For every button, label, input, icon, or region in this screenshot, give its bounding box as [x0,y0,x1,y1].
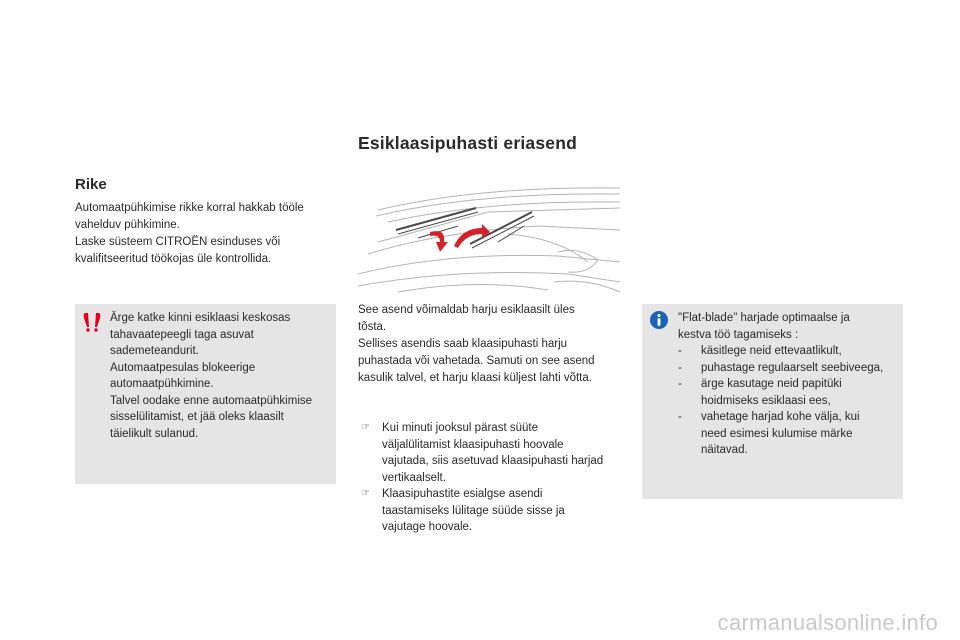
warning-line: sademeteandurit. [110,345,199,357]
dash-bullet: - [678,411,682,423]
info-intro-line: kestva töö tagamiseks : [678,328,799,341]
info-list-item [678,343,883,360]
step-line: vajutada, siis asetuvad klaasipuhasti harjad [382,455,604,467]
info-box [642,304,903,499]
info-icon [649,310,669,330]
step-line: taastamiseks lülitage süüde sisse ja [382,504,565,517]
section-heading-rike: Rike [75,176,107,193]
info-item-line: käsitlege neid ettevaatlikult, [701,345,842,357]
warning-exclamation-icon [83,310,101,332]
arrow-bullet-icon: ☞ [361,488,370,499]
info-item-line: hoidmiseks esiklaasi ees, [701,394,831,407]
warning-line: täielikult sulanud. [110,427,199,440]
intro-line: kasulik talvel, et harju klaasi küljest lahti võtta. [358,372,592,384]
intro-line: puhastada või vahetada. Samuti on see asend [358,355,595,367]
watermark: carmanualsonline.info [717,610,938,635]
rike-paragraph [75,200,335,268]
info-item-line: ärge kasutage neid papitüki [701,378,842,390]
rike-line: kvalifitseeritud töökojas üle kontrollida. [75,253,272,265]
steps-list [358,420,603,536]
intro-line: tõsta. [358,321,387,333]
intro-paragraph [358,302,628,387]
dash-bullet: - [678,378,682,390]
intro-line: Sellises asendis saab klaasipuhasti harju [358,338,568,350]
rike-line: Laske süsteem CITROËN esinduses või [75,236,281,248]
page-title: Esiklaasipuhasti eriasend [358,133,577,153]
step-item [358,486,603,536]
step-line: vertikaalselt. [382,471,446,484]
info-item-line: vahetage harjad kohe välja, kui [701,411,860,423]
info-list [678,343,883,459]
step-line: Klaasipuhastite esialgse asendi [382,488,543,500]
info-intro-line: "Flat-blade" harjade optimaalse ja [678,312,850,324]
warning-line: sisselülitamist, et jää oleks klaasilt [110,411,284,423]
intro-line: See asend võimaldab harju esiklaasilt üles [358,304,575,316]
dash-bullet: - [678,345,682,357]
info-item-line: puhastage regulaarselt seebiveega, [701,361,884,374]
rike-line: vahelduv pühkimine. [75,219,180,231]
info-list-item [678,376,883,409]
info-text [678,310,883,459]
info-list-item [678,360,883,377]
warning-line: tahavaatepeegli taga asuvat [110,328,254,341]
dash-bullet: - [678,361,682,374]
warning-text [110,310,312,442]
arrow-bullet-icon: ☞ [361,422,370,433]
rike-line: Automaatpühkimise rikke korral hakkab tööle [75,202,304,214]
step-line: Kui minuti jooksul pärast süüte [382,422,538,434]
step-item [358,420,603,486]
warning-box [75,304,336,484]
step-line: väljalülitamist klaasipuhasti hoovale [382,438,564,451]
windscreen-wiper-illustration [358,182,620,294]
info-item-line: need esimesi kulumise märke [701,427,853,440]
step-line: vajutage hoovale. [382,521,473,533]
warning-line: Talvel oodake enne automaatpühkimise [110,394,313,407]
warning-line: Automaatpesulas blokeerige [110,361,256,374]
info-list-item [678,409,883,459]
info-item-line: näitavad. [701,444,748,456]
warning-line: automaatpühkimine. [110,378,214,390]
warning-line: Ärge katke kinni esiklaasi keskosas [110,312,291,324]
